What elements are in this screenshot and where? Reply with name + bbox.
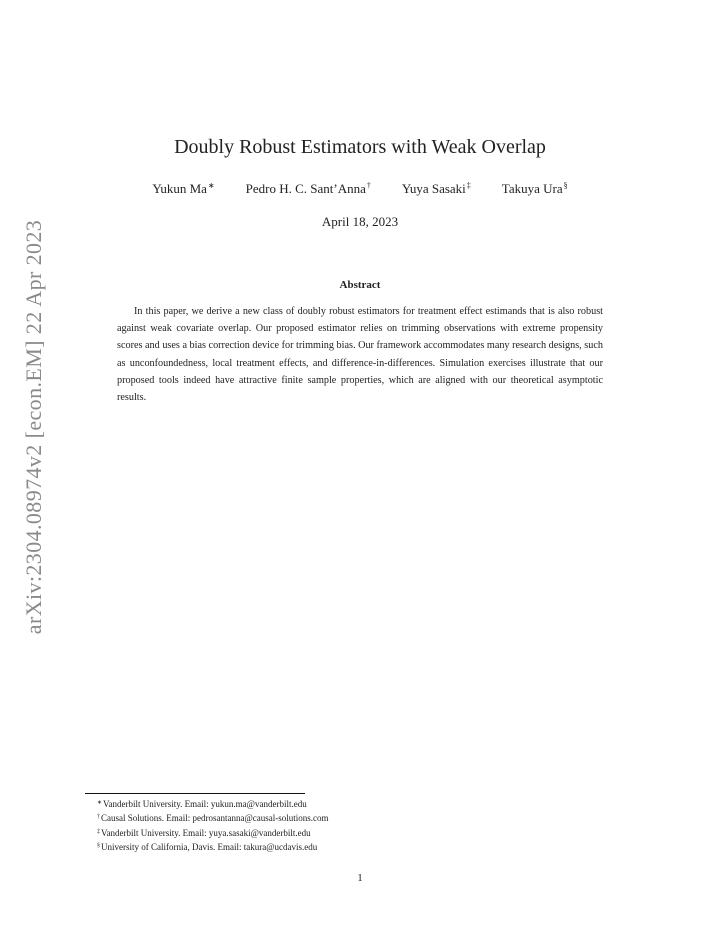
arxiv-identifier[interactable]: arXiv:2304.08974v2 [econ.EM] 22 Apr 2023 bbox=[21, 219, 47, 635]
arxiv-stamp bbox=[14, 207, 54, 647]
footnote-text: Vanderbilt University. Email: yukun.ma@vanderbilt.edu bbox=[103, 799, 307, 809]
footnote-mark: ‡ bbox=[97, 828, 100, 835]
footnote-mark: § bbox=[97, 842, 100, 849]
author bbox=[152, 181, 214, 197]
author-name: Yukun Ma bbox=[152, 181, 207, 196]
footnote-mark: ∗ bbox=[97, 800, 103, 806]
abstract-heading: Abstract bbox=[339, 279, 381, 291]
paper-title: Doubly Robust Estimators with Weak Overlap bbox=[174, 136, 546, 158]
footnote-text: University of California, Davis. Email: takura@ucdavis.edu bbox=[101, 841, 318, 852]
footnote bbox=[97, 811, 597, 825]
page-number: 1 bbox=[357, 872, 363, 884]
footnote bbox=[97, 826, 597, 840]
footnote-mark[interactable]: § bbox=[563, 181, 568, 190]
author-list bbox=[0, 181, 720, 197]
footnote-text: Vanderbilt University. Email: yuya.sasaki@vanderbilt.edu bbox=[101, 827, 311, 838]
footnote-divider bbox=[85, 793, 305, 794]
author bbox=[246, 181, 371, 197]
author bbox=[502, 181, 568, 197]
author bbox=[402, 181, 471, 197]
footnote-mark[interactable]: ‡ bbox=[466, 181, 471, 190]
author-name: Yuya Sasaki bbox=[401, 181, 466, 196]
publication-date: April 18, 2023 bbox=[321, 214, 399, 229]
footnotes bbox=[97, 797, 597, 854]
abstract-body: In this paper, we derive a new class of doubly robust estimators for treatment effect estimands that is also robust against weak covariate overlap. Our proposed estimator relies on trimming observations with extreme propensity scores and uses a bias correction device for trimming bias. Our framework accommodates many research designs, such as unconfoundedness, local treatment effects, and difference-in-differences. Simulation exercises illustrate that our proposed tools indeed have attractive finite sample properties, which are aligned with our theoretical asymptotic results. bbox=[117, 306, 603, 404]
footnote bbox=[97, 840, 597, 854]
footnote-text: Causal Solutions. Email: pedrosantanna@causal-solutions.com bbox=[101, 813, 329, 824]
footnote bbox=[97, 797, 597, 811]
author-name: Pedro H. C. Sant’Anna bbox=[245, 181, 366, 196]
footnote-mark[interactable]: ∗ bbox=[207, 181, 215, 190]
author-name: Takuya Ura bbox=[501, 181, 563, 196]
footnote-mark[interactable]: † bbox=[366, 181, 371, 190]
footnote-mark: † bbox=[97, 814, 100, 821]
